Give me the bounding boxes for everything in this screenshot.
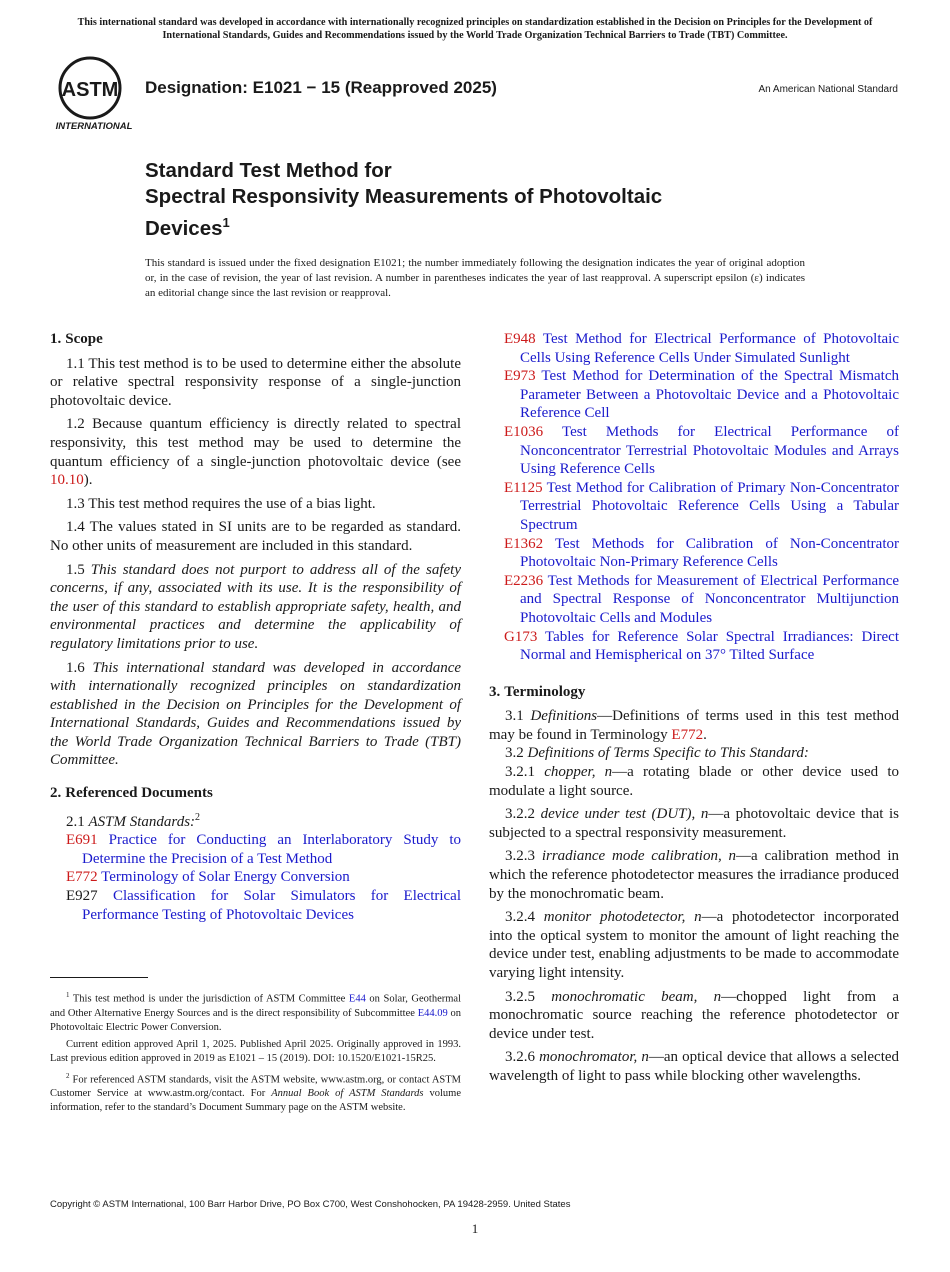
e44-link[interactable]: E44 — [348, 993, 366, 1005]
footnotes — [50, 988, 461, 1118]
footnote-divider — [50, 977, 148, 978]
term-3-1: 3.1 Definitions—Definitions of terms used in this test method may be found in Terminology E772. — [489, 708, 899, 743]
copyright-footer: Copyright © ASTM International, 100 Barr Harbor Drive, PO Box C700, West Conshohocken, PA 19428-2959. United States — [50, 1199, 571, 1210]
section-terminology-heading: 3. Terminology — [489, 683, 586, 700]
document-title — [145, 158, 662, 242]
ref-e1362[interactable]: E1362 Test Methods for Calibration of Non-Concentrator Photovoltaic Non-Primary Reference Cells — [504, 535, 899, 571]
section-scope-heading: 1. Scope — [50, 331, 103, 347]
right-column — [489, 330, 899, 1091]
title-line-3 — [145, 210, 662, 242]
title-line-3-text: Devices — [145, 216, 223, 240]
scope-1-4: 1.4 The values stated in SI units are to be regarded as standard. No other units of measurement are included in this standard. — [50, 519, 461, 554]
section-referenced-heading: 2. Referenced Documents — [50, 785, 213, 802]
logo-text: ASTM — [61, 79, 119, 101]
title-line-1: Standard Test Method for — [145, 159, 392, 182]
term-3-2-4: 3.2.4 monitor photodetector, n—a photodetector incorporated into the optical system to monitor the amount of light reaching the device under test, enabling adjustments to be made to accommodate varying light intensity. — [489, 909, 899, 981]
e772-link[interactable]: E772 — [671, 726, 704, 743]
footnote-2: $^2$ For referenced ASTM standards, visit the ASTM website, www.astm.org, or contact ASTM Customer Service at www.astm.org/contact. For Annual Book of ASTM Standards volume information, refer to the standard’s Document Summary page on the ASTM website. — [50, 1071, 461, 1113]
term-3-2-1: 3.2.1 chopper, n—a rotating blade or other device used to modulate a light source. — [489, 764, 899, 799]
term-3-2: 3.2 Definitions of Terms Specific to This Standard: — [505, 745, 809, 762]
ref-e772[interactable]: E772 Terminology of Solar Energy Conversion — [66, 869, 350, 886]
astm-standards-subheading: 2.1 ASTM Standards:$^2$ — [66, 811, 201, 830]
ref-e691[interactable]: E691 Practice for Conducting an Interlaboratory Study to Determine the Precision of a Test Method — [66, 832, 461, 867]
tbt-notice: This international standard was developed in accordance with internationally recognized principles on standardization established in the Decision on Principles for the Development of International Standards, Guides and Recommendations issued by the World Trade Organization Technical Barriers to Trade (TBT) Committee. — [77, 17, 873, 41]
scope-1-5: 1.5 This standard does not purport to address all of the safety concerns, if any, associated with its use. It is the responsibility of the user of this standard to establish appropriate safety, health, and environmental practices and determine the applicability of regulatory limitations prior to use. — [50, 561, 461, 652]
logo-subtext: INTERNATIONAL — [55, 121, 133, 132]
scope-1-2: 1.2 Because quantum efficiency is directly related to spectral responsivity, this test method may be used to determine the quantum efficiency of a single-junction photovoltaic device (see 10.10). — [50, 416, 461, 489]
ref-e948[interactable]: E948 Test Method for Electrical Performance of Photovoltaic Cells Using Reference Cells Under Simulated Sunlight — [504, 331, 899, 366]
designation: Designation: E1021 − 15 (Reapproved 2025) — [145, 78, 497, 97]
section-10-10-link[interactable]: 10.10 — [50, 472, 84, 489]
footnote-1: $^1$ This test method is under the jurisdiction of ASTM Committee E44 on Solar, Geothermal and Other Alternative Energy Sources and is the direct responsibility of Subcommittee E44.09 on Photovoltaic Electric Power Conversion. — [50, 991, 461, 1033]
page-number: 1 — [471, 1221, 479, 1236]
term-3-2-6: 3.2.6 monochromator, n—an optical device that allows a selected wavelength of light to pass while blocking other wavelengths. — [489, 1049, 900, 1084]
footnote-edition: Current edition approved April 1, 2025. Published April 2025. Originally approved in 1993. Last previous edition approved in 2019 as E1021 – 15 (2019). DOI: 10.1520/E1021-15R25. — [50, 1038, 461, 1064]
ref-g173[interactable]: G173 Tables for Reference Solar Spectral Irradiances: Direct Normal and Hemispherical on 37° Tilted Surface — [504, 628, 899, 664]
ref-e1036[interactable]: E1036 Test Methods for Electrical Performance of Nonconcentrator Terrestrial Photovoltaic Modules and Arrays Using Reference Cells — [504, 423, 899, 478]
designation-intro: This standard is issued under the fixed designation E1021; the number immediately following the designation indicates the year of original adoption or, in the case of revision, the year of last revision. A number in parentheses indicates the year of last reapproval. A superscript epsilon (ε) indicates an editorial change since the last revision or reapproval. — [145, 257, 805, 299]
scope-1-3: 1.3 This test method requires the use of a bias light. — [66, 495, 376, 512]
title-line-2: Spectral Responsivity Measurements of Photovoltaic — [145, 185, 663, 208]
title-footnote-mark[interactable]: 1 — [222, 215, 230, 230]
national-standard-label: An American National Standard — [758, 84, 898, 95]
left-column — [50, 330, 461, 924]
term-3-2-2: 3.2.2 device under test (DUT), n—a photovoltaic device that is subjected to a spectral responsivity measurement. — [489, 806, 899, 841]
term-3-2-5: 3.2.5 monochromatic beam, n—chopped light from a monochromatic source reaching the reference photodetector or device under test. — [489, 988, 900, 1042]
ref-e1125[interactable]: E1125 Test Method for Calibration of Primary Non-Concentrator Terrestrial Photovoltaic Reference Cells Using a Tabular Spectrum — [504, 479, 899, 533]
ref-e927[interactable]: E927 Classification for Solar Simulators for Electrical Performance Testing of Photovoltaic Devices — [66, 888, 462, 923]
astm-logo — [52, 56, 136, 132]
term-3-2-3: 3.2.3 irradiance mode calibration, n—a calibration method in which the reference photodetector measures the irradiance produced by the monochromatic beam. — [489, 848, 899, 902]
scope-1-6: 1.6 This international standard was developed in accordance with internationally recognized principles on standardization established in the Decision on Principles for the Development of International Standards, Guides and Recommendations issued by the World Trade Organization Technical Barriers to Trade (TBT) Committee. — [50, 659, 462, 769]
ref-e2236[interactable]: E2236 Test Methods for Measurement of Electrical Performance and Spectral Response of Nonconcentrator Multijunction Photovoltaic Cells and Modules — [504, 572, 900, 626]
scope-1-1: 1.1 This test method is to be used to determine either the absolute or relative spectral responsivity response of a single-junction photovoltaic device. — [50, 355, 461, 409]
ref-e973[interactable]: E973 Test Method for Determination of the Spectral Mismatch Parameter Between a Photovoltaic Device and a Photovoltaic Reference Cell — [504, 368, 900, 422]
e44-09-link[interactable]: E44.09 — [417, 1007, 448, 1019]
